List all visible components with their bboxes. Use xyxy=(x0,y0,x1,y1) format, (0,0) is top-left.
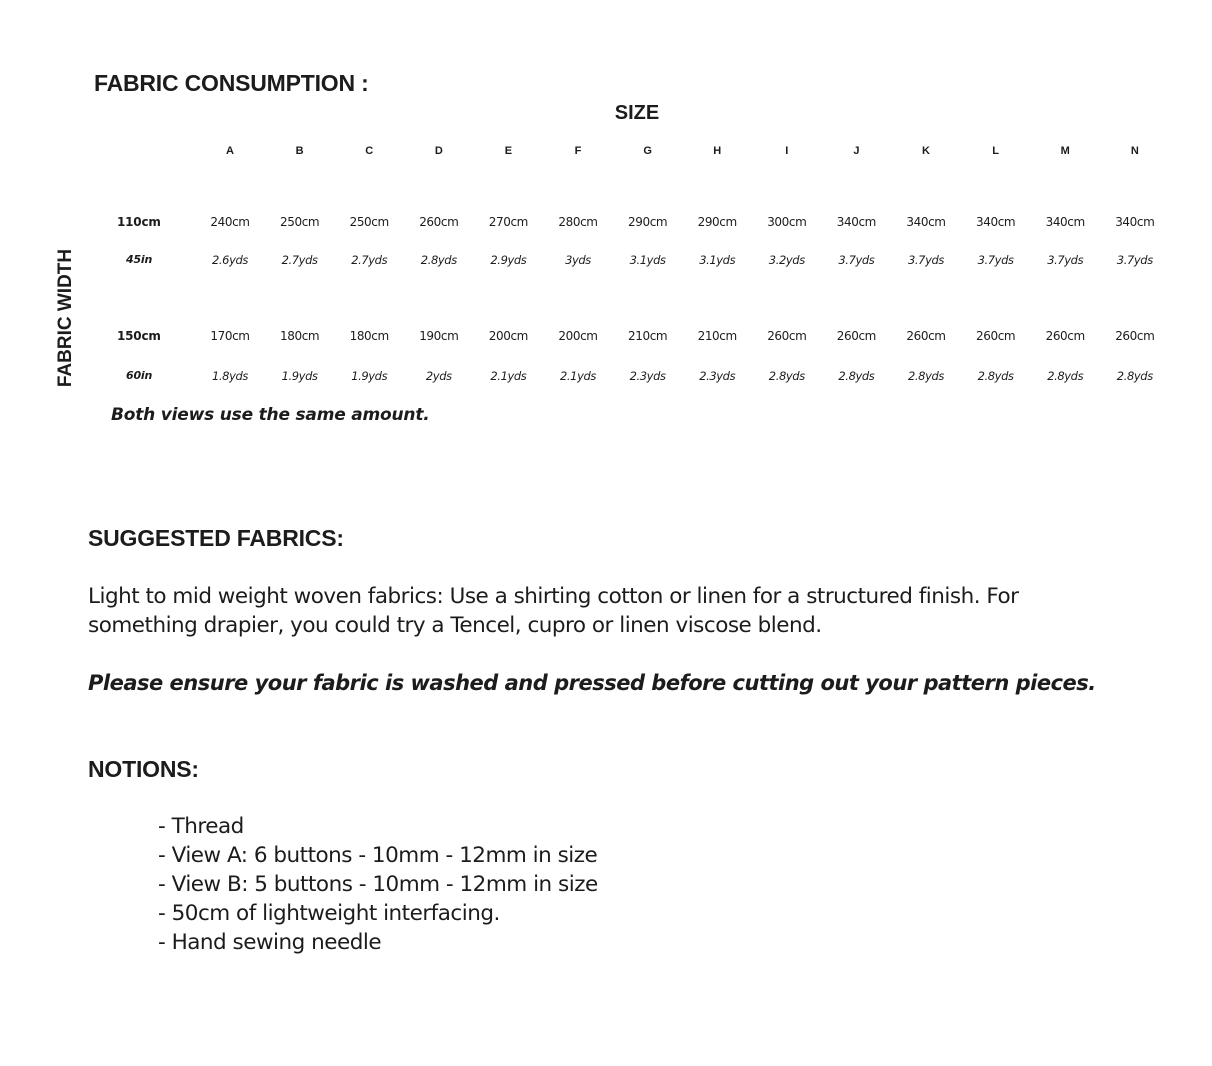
consumption-cell: 250cm xyxy=(349,215,389,229)
consumption-cell: 260cm xyxy=(1115,329,1155,343)
consumption-cell: 3.7yds xyxy=(1047,253,1084,267)
size-header-b: B xyxy=(295,145,304,157)
consumption-cell: 260cm xyxy=(1045,329,1085,343)
consumption-cell: 280cm xyxy=(558,215,598,229)
consumption-cell: 2yds xyxy=(425,369,452,383)
size-header-k: K xyxy=(922,145,930,157)
size-header-a: A xyxy=(226,145,234,157)
consumption-cell: 340cm xyxy=(1115,215,1155,229)
consumption-cell: 210cm xyxy=(627,329,668,343)
consumption-cell: 1.9yds xyxy=(281,369,318,383)
fabric-width-row-label: 150cm xyxy=(117,329,161,343)
same-amount-note: Both views use the same amount. xyxy=(111,405,430,425)
notion-item: - Thread xyxy=(158,814,244,839)
consumption-cell: 2.8yds xyxy=(977,369,1014,383)
size-header-l: L xyxy=(992,145,999,157)
consumption-cell: 180cm xyxy=(349,329,389,343)
notion-item: - View A: 6 buttons - 10mm - 12mm in size xyxy=(158,843,598,868)
consumption-cell: 2.1yds xyxy=(490,369,527,383)
size-header-c: C xyxy=(365,145,374,157)
consumption-cell: 2.6yds xyxy=(212,253,248,267)
consumption-cell: 3.1yds xyxy=(629,253,666,267)
notions-heading: NOTIONS: xyxy=(88,756,199,782)
consumption-cell: 2.8yds xyxy=(768,369,805,383)
size-header-f: F xyxy=(574,145,582,157)
fabric-width-row-label: 110cm xyxy=(117,215,161,229)
consumption-cell: 2.8yds xyxy=(420,253,457,267)
notion-item: - View B: 5 buttons - 10mm - 12mm in size xyxy=(158,872,598,897)
consumption-cell: 2.3yds xyxy=(699,369,736,383)
notion-item: - Hand sewing needle xyxy=(158,930,382,955)
consumption-cell: 2.8yds xyxy=(1116,369,1153,383)
consumption-cell: 180cm xyxy=(279,329,320,343)
suggested-fabrics-text: Light to mid weight woven fabrics: Use a shirting cotton or linen for a structured finish. For something drapier, you could try a Tencel, cupro or linen viscose blend. xyxy=(88,584,1019,638)
size-header-n: N xyxy=(1130,145,1139,157)
consumption-cell: 300cm xyxy=(767,215,807,229)
consumption-cell: 3yds xyxy=(565,253,591,267)
consumption-cell: 190cm xyxy=(419,329,459,343)
consumption-cell: 3.1yds xyxy=(699,253,736,267)
consumption-cell: 3.7yds xyxy=(908,253,944,267)
consumption-cell: 2.8yds xyxy=(838,369,875,383)
consumption-cell: 170cm xyxy=(210,329,250,343)
size-header-d: D xyxy=(434,145,443,157)
consumption-cell: 2.3yds xyxy=(629,369,666,383)
consumption-cell: 3.7yds xyxy=(977,253,1014,267)
size-header-e: E xyxy=(504,145,513,157)
consumption-cell: 340cm xyxy=(1045,215,1085,229)
consumption-cell: 340cm xyxy=(836,215,876,229)
consumption-cell: 200cm xyxy=(488,329,528,343)
consumption-cell: 3.2yds xyxy=(768,253,805,267)
consumption-cell: 290cm xyxy=(697,215,737,229)
size-header-j: J xyxy=(853,145,860,157)
consumption-cell: 260cm xyxy=(419,215,459,229)
consumption-cell: 260cm xyxy=(836,329,876,343)
fabric-width-label: FABRIC WIDTH xyxy=(55,248,76,388)
size-header-g: G xyxy=(643,145,652,157)
consumption-cell: 2.1yds xyxy=(560,369,596,383)
fabric-width-row-label: 45in xyxy=(126,253,153,266)
consumption-cell: 260cm xyxy=(906,329,946,343)
consumption-cell: 260cm xyxy=(767,329,807,343)
consumption-cell: 2.8yds xyxy=(1047,369,1084,383)
consumption-cell: 340cm xyxy=(906,215,946,229)
consumption-cell: 240cm xyxy=(210,215,250,229)
consumption-cell: 250cm xyxy=(279,215,320,229)
consumption-cell: 210cm xyxy=(697,329,737,343)
consumption-cell: 2.7yds xyxy=(351,253,388,267)
size-label: SIZE xyxy=(614,102,660,124)
consumption-cell: 1.8yds xyxy=(212,369,248,383)
consumption-cell: 1.9yds xyxy=(351,369,388,383)
notions-list xyxy=(158,812,598,957)
notion-item: - 50cm of lightweight interfacing. xyxy=(158,901,500,926)
consumption-cell: 3.7yds xyxy=(1116,253,1153,267)
wash-press-note: Please ensure your fabric is washed and pressed before cutting out your pattern pieces. xyxy=(88,671,1096,695)
consumption-cell: 3.7yds xyxy=(838,253,875,267)
size-header-h: H xyxy=(713,145,722,157)
consumption-cell: 290cm xyxy=(627,215,668,229)
fabric-width-row-label: 60in xyxy=(126,369,153,382)
consumption-cell: 260cm xyxy=(975,329,1016,343)
suggested-fabrics-heading: SUGGESTED FABRICS: xyxy=(88,525,344,551)
consumption-cell: 2.9yds xyxy=(490,253,527,267)
consumption-cell: 2.7yds xyxy=(281,253,318,267)
consumption-cell: 270cm xyxy=(488,215,528,229)
size-header-m: M xyxy=(1060,145,1070,157)
fabric-consumption-heading: FABRIC CONSUMPTION : xyxy=(94,70,369,96)
consumption-cell: 200cm xyxy=(558,329,598,343)
consumption-cell: 2.8yds xyxy=(908,369,944,383)
consumption-cell: 340cm xyxy=(975,215,1016,229)
size-header-i: I xyxy=(785,145,789,157)
